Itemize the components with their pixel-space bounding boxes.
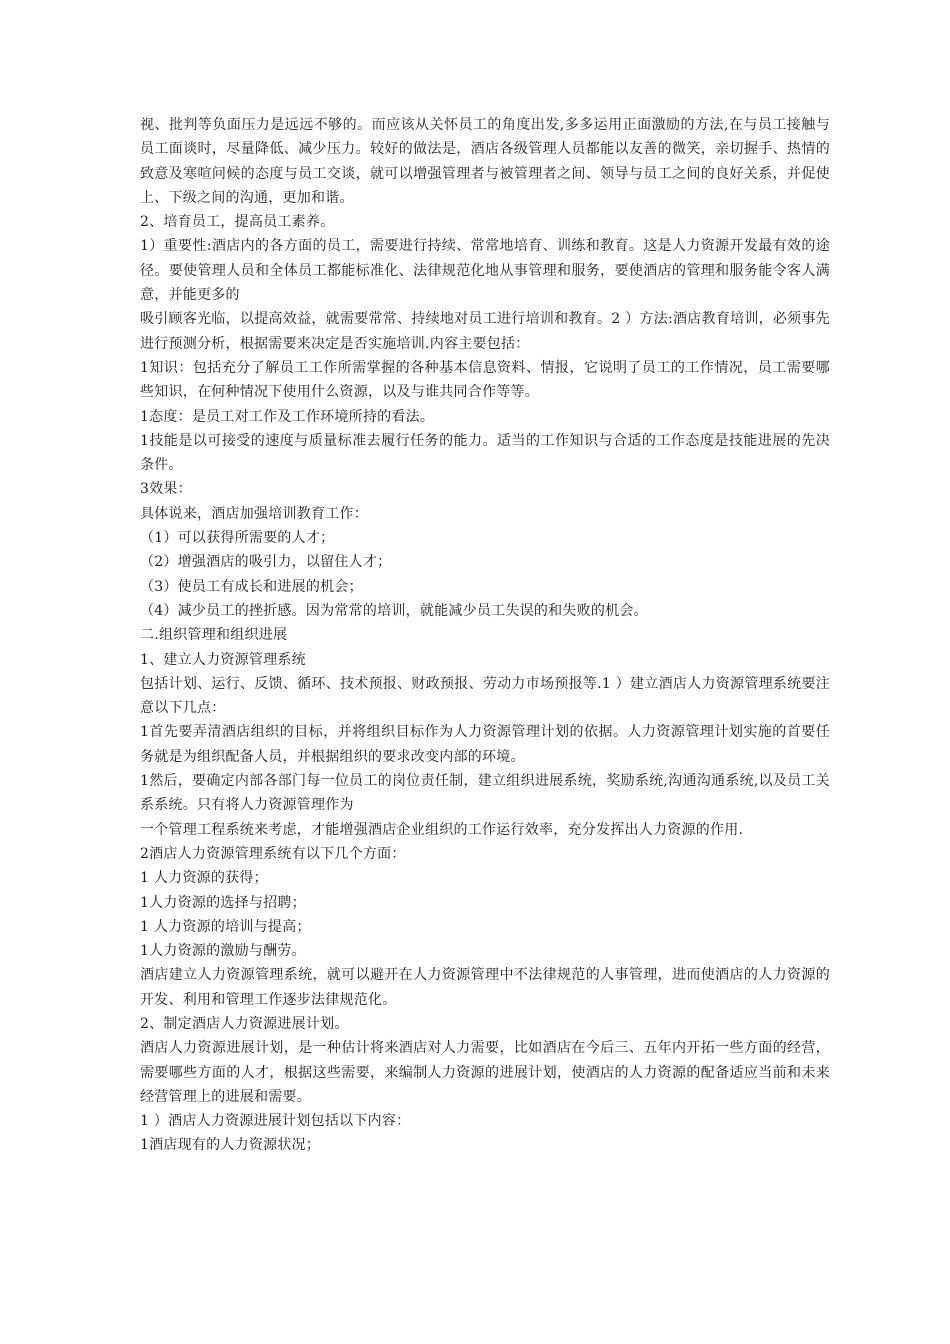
paragraph: 酒店建立人力资源管理系统，就可以避开在人力资源管理中不法律规范的人事管理，进而使酒店的人力资源的开发、利用和管理工作逐步法律规范化。 (140, 967, 830, 1008)
list-item: （4）减少员工的挫折感。因为常常的培训，就能减少员工失误的和失败的机会。 (140, 602, 648, 619)
list-item: 1 人力资源的获得； (140, 870, 268, 887)
paragraph: 吸引顾客光临，以提高效益，就需要常常、持续地对员工进行培训和教育。2 ）方法:酒店教育培训，必须事先进行预测分析，根据需要来决定是否实施培训.内容主要包括： (140, 311, 830, 352)
list-item: 1人力资源的选择与招聘； (140, 894, 306, 911)
paragraph: 酒店人力资源进展计划，是一种估计将来酒店对人力需要，比如酒店在今后三、五年内开拓一些方面的经营，需要哪些方面的人才，根据这些需要，来编制人力资源的进展计划，使酒店的人力资源的配备适应当前和未来经营管理上的进展和需要。 (140, 1040, 830, 1105)
section-heading: 2、制定酒店人力资源进展计划。 (140, 1015, 349, 1032)
list-item: 1首先要弄清酒店组织的目标，并将组织目标作为人力资源管理计划的依据。人力资源管理计划实施的首要任务就是为组织配备人员，并根据组织的要求改变内部的环境。 (140, 724, 830, 765)
list-item: 1然后，要确定内部各部门每一位员工的岗位责任制，建立组织进展系统，奖励系统,沟通沟通系统,以及员工关系系统。只有将人力资源管理作为 (140, 773, 830, 814)
list-item: 1技能是以可接受的速度与质量标准去履行任务的能力。适当的工作知识与合适的工作态度是技能进展的先决条件。 (140, 432, 830, 474)
list-item: （3）使员工有成长和进展的机会； (140, 578, 363, 595)
paragraph: 视、批判等负面压力是远远不够的。而应该从关怀员工的角度出发,多多运用正面激励的方法,在与员工接触与员工面谈时，尽量降低、减少压力。较好的做法是，酒店各级管理人员都能以友善的微笑，亲切握手、热情的致意及寒喧问候的态度与员工交谈，就可以增强管理者与被管理者之间、领导与员工之间的良好关系，并促使上、下级之间的沟通，更加和谐。 (140, 117, 830, 206)
paragraph: 包括计划、运行、反馈、循环、技术预报、财政预报、劳动力市场预报等.1 ）建立酒店人力资源管理系统要注意以下几点： (140, 675, 830, 717)
section-heading: 二.组织管理和组织进展 (140, 627, 288, 644)
list-item: 1 人力资源的培训与提高； (140, 918, 311, 935)
paragraph: 具体说来，酒店加强培训教育工作： (140, 505, 368, 522)
paragraph: 一个管理工程系统来考虑，才能增强酒店企业组织的工作运行效率，充分发挥出人力资源的作用. (140, 821, 744, 838)
section-heading: 3效果： (140, 481, 192, 498)
paragraph: 1 ）酒店人力资源进展计划包括以下内容： (140, 1113, 411, 1130)
paragraph: 2酒店人力资源管理系统有以下几个方面： (140, 845, 406, 862)
list-item: （1）可以获得所需要的人才； (140, 530, 335, 547)
section-heading: 1、建立人力资源管理系统 (140, 651, 306, 668)
paragraph: 1）重要性:酒店内的各方面的员工，需要进行持续、常常地培育、训练和教育。这是人力资源开发最有效的途径。要使管理人员和全体员工都能标准化、法律规范化地从事管理和服务，要使酒店的管理和服务能令客人满意，并能更多的 (140, 238, 830, 304)
list-item: 1知识：包括充分了解员工工作所需掌握的各种基本信息资料、情报，它说明了员工的工作情况，员工需要哪些知识，在何种情况下使用什么资源，以及与谁共同合作等等。 (140, 359, 830, 401)
list-item: （2）增强酒店的吸引力，以留住人才； (140, 554, 392, 571)
document-body (140, 113, 830, 1158)
section-heading: 2、培育员工，提高员工素养。 (140, 214, 335, 231)
list-item: 1态度：是员工对工作及工作环境所持的看法。 (140, 408, 435, 425)
list-item: 1酒店现有的人力资源状况； (140, 1137, 321, 1154)
list-item: 1人力资源的激励与酬劳。 (140, 943, 306, 960)
